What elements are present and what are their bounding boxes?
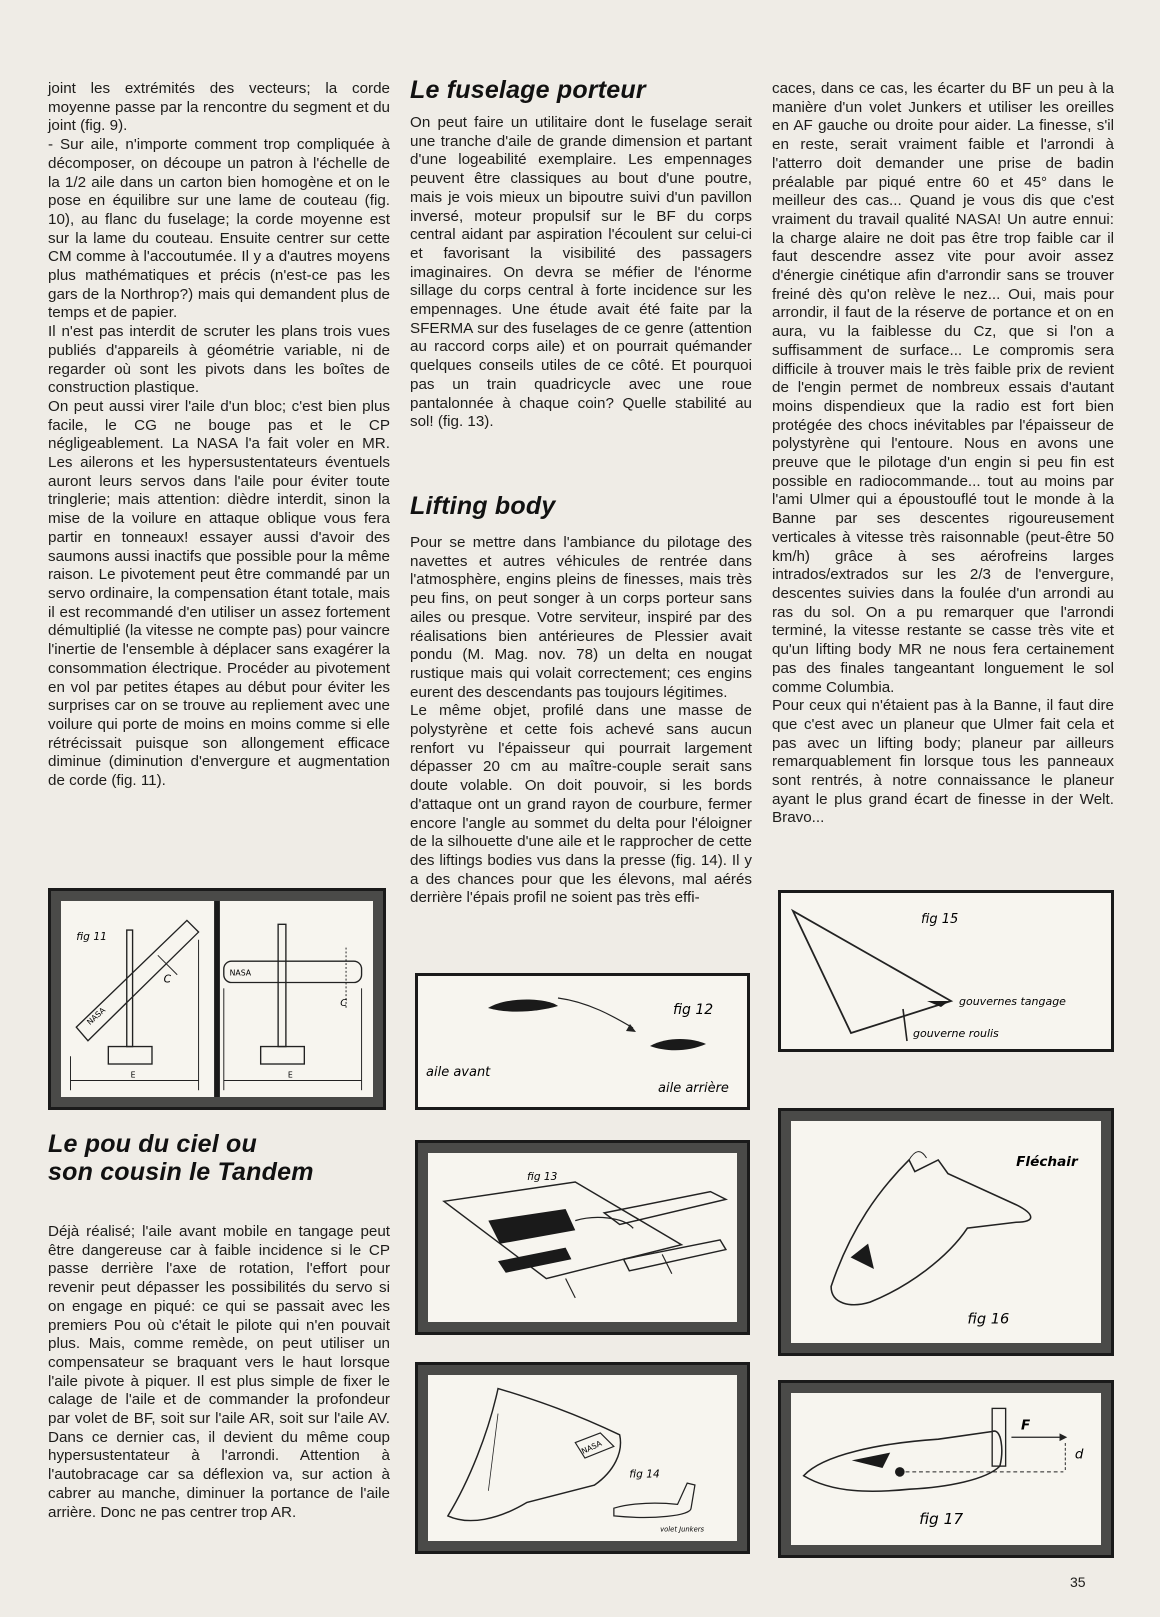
heading-pou-line-1: Le pou du ciel ou [48,1130,257,1158]
page-number: 35 [1070,1574,1086,1590]
fig12-label: fig 12 [673,1002,714,1018]
fig15-label: fig 15 [921,912,959,927]
figure-13 [415,1140,750,1335]
lifting-paragraph: Le même objet, profilé dans une masse de polystyrène et cette fois achevé sans aucun renfort vu l'épaisseur qui pourrait largement dépasser 20 cm au maître-couple serait sans doute volable. On doit pouvoir, si les bords d'attaque ont un grand rayon de courbure, fermer encore l'angle au sommet du delta pour l'éloigner de la silhouette d'une aile et le rapprocher de cette des liftings bodies vus dans la presse (fig. 14). Il y a des chances pour que les élevons, mal aérés derrière l'épais profil ne soient pas très effi- [410,702,752,907]
col2-paragraph: On peut faire un utilitaire dont le fuselage serait une tranche d'aile de grande dimension et partant d'une logeabilité exemplaire. Les empennages peuvent être classiques au bout d'une poutre, mais je vois mieux un bipoutre suivi d'un pavillon inversé, moteur propulsif sur le BF du corps central aidant par aspiration l'écoulent sur celui-ci et favorisant la visibilité des passagers imaginaires. On devra se méfier de l'énorme sillage du corps central à forte incidence sur les empennages. Une étude avait été faite par la SFERMA sur des fuselages de ce genre (attention au raccord corps aile) et on pourrait quémander quelques conseils utiles de ce côté. Et pourquoi pas un train quadricycle avec une roue pantalonnée à chaque coin? Quelle stabilité au sol! (fig. 13). [410,114,752,431]
column-2 [410,114,752,432]
figure-17 [778,1380,1114,1558]
col1-paragraph: - Sur aile, n'importe comment trop compliquée à décomposer, on découpe un patron à l'échelle de la 1/2 aile dans un carton bien homogène et on le pose en équilibre sur une lame de couteau (fig. 10), au flanc du fuselage; la corde moyenne est sur la lame du couteau. Ensuite centrer sur cette CM comme à l'accoutumée. Il y a d'autres moyens plus mathématiques et précis (n'est-ce pas les gars de la Northrop?) mais qui demandent plus de temps et de papier. [48,136,390,322]
heading-pou-line-2: son cousin le Tandem [48,1158,314,1186]
figure-16 [778,1108,1114,1356]
fig16-label: fig 16 [967,1310,1010,1328]
fig13-label: fig 13 [526,1170,558,1184]
figure-15 [778,890,1114,1052]
pou-du-ciel-text [48,1223,390,1522]
fig11-nasa-left: NASA [85,1005,108,1027]
heading-pou-du-ciel [48,1130,314,1186]
fig11-e-left: E [130,1070,136,1080]
figure-13-drawing [428,1153,737,1322]
fig11-c-left: C [163,972,172,986]
col1-paragraph: Il n'est pas interdit de scruter les plans trois vues publiés d'appareils à géométrie variable, ni de regarder où sont les pivots dans les boîtes de construction plastique. [48,323,390,397]
fig17-f: F [1021,1418,1031,1434]
fig11-label: fig 11 [76,929,107,943]
figure-12-drawing [418,976,747,1107]
pou-paragraph: Déjà réalisé; l'aile avant mobile en tangage peut être dangereuse car à faible incidence si le CP passe derrière l'axe de rotation, l'effort pour revenir peut dépasser les possibilités du servo si on engage en piqué: ce qui se passait avec les premiers Pou où c'était le pilote qui n'en pouvait plus. Mais, comme remède, on peut utiliser un compensateur se braquant vers le haut lorsque l'aile pivote à piquer. Il est plus simple de fixer le calage de l'aile et de commander la profondeur par volet de BF, soit sur l'aile AR, soit sur l'aile AV. Dans ce dernier cas, il devient du même coup hypersustentateur à l'arrondi. Attention à l'autobracage car sa déflexion va, sur action à cabrer au manche, diminuer la portance de l'aile arrière. Donc ne pas centrer trop AR. [48,1223,390,1521]
figure-14 [415,1362,750,1554]
figure-16-drawing [791,1121,1101,1343]
col1-paragraph: On peut aussi virer l'aile d'un bloc; c'est bien plus facile, le CG ne bouge pas et le CP négligeablement. La NASA l'a fait voler en MR. Les ailerons et les hypersustentateurs éventuels auront leurs servos dans l'aile pour éviter toute tringlerie; mais attention: dièdre interdit, sinon la mise de la voilure en attaque oblique vous fera partir en tonneaux! essayer aussi d'avoir des saumons aussi inactifs que possible pour la même raison. Le pivotement peut être commandé par un servo ordinaire, la compensation étant totale, mais il est recommandé d'en utiliser un assez fortement démultiplié (la vitesse ne compte pas) pour vaincre l'inertie de l'ensemble à déplacer sans exagérer la consommation électrique. Procéder au pivotement en vol par petites étapes au début pour éviter les surprises car on se trouve au repliement avec une voilure qui porte de moins en moins comme si elle rétrécissait puisque son allongement efficace diminue (diminution d'envergure et augmentation de corde (fig. 11). [48,397,390,790]
column-1 [48,80,390,791]
heading-lifting-body: Lifting body [410,492,556,520]
fig11-c-right: C [340,997,347,1009]
fig16-name: Fléchair [1016,1153,1078,1170]
figure-12 [415,973,750,1110]
heading-fuselage-porteur: Le fuselage porteur [410,76,646,104]
fig17-label: fig 17 [919,1509,964,1528]
fig11-e-right: E [287,1070,293,1080]
lifting-paragraph: Pour se mettre dans l'ambiance du pilotage des navettes et autres véhicules de rentrée dans l'atmosphère, engins pleins de finesses, mais très peu fins, on peut songer à un corps porteur sans ailes ou presque. Votre serviteur, inspiré par des réalisations bien antérieures de Plessier avait pondu (M. Mag. nov. 78) un delta en nougat rustique mais qui volait correctement; ces engins eurent des descendants pas toujours légitimes. [410,534,752,701]
col1-paragraph: joint les extrémités des vecteurs; la corde moyenne passe par la rencontre du segment et du joint (fig. 9). [48,80,390,135]
lifting-body-text [410,534,752,908]
column-3 [772,80,1114,828]
col3-paragraph: Pour ceux qui n'étaient pas à la Banne, il faut dire que c'est avec un planeur que Ulmer fait cela et pas avec un lifting body; planeur par ailleurs remarquablement fin lorsque tous les panneaux sont rentrés, à notre connaissance le planeur ayant le plus grand écart de finesse in der Welt. Bravo... [772,697,1114,827]
fig11-nasa-right: NASA [229,968,252,978]
col3-paragraph: caces, dans ce cas, les écarter du BF un peu à la manière d'un volet Junkers et utiliser les oreilles en AF gauche ou droite pour aider. La finesse, s'il en reste, serait vraiment faible et l'arrondi à l'atterro doit demander une prise de badin préalable par piqué entre 60 et 45° dans le meilleur des cas... Quand je vous dis que c'est vraiment du travail qualité NASA! Un autre ennui: la charge alaire ne doit pas être trop faible car il faut descendre assez vite pour avoir assez d'énergie cinétique afin d'arrondir sans se trouver freiné dès qu'on relève le nez... Oui, mais pour arrondir, il faut de la réserve de portance et on en aura, vu la faiblesse du Cz, que si l'on a suffisamment de surface... Le compromis sera difficile à trouver mais le très faible prix de revient de l'engin permet de nombreux essais d'autant moins dispendieux que la radio est fort bien protégée des chocs inévitables par l'épaisseur de polystyrène qui l'entoure. Nous en avons une preuve que le pilotage d'un engin si peu fin est possible en radiocommande... tout au moins par l'ami Ulmer qui a époustouflé tout le monde à la Banne par ses descentes rigoureusement verticales à vitesse très raisonnable (peut-être 50 km/h) grâce à ses aérofreins larges intrados/extrados sur les 2/3 de l'envergure, descentes suivies dans la foulée d'un arrondi au ras du sol. On a pu remarquer que l'arrondi terminé, la vitesse restante se casse très vite et qu'un lifting body MR ne nous fera certainement pas des finales tangeantant longuement le sol comme Columbia. [772,80,1114,696]
figure-11-drawing [61,901,373,1097]
fig12-rear-wing: aile arrière [658,1081,729,1096]
figure-11 [48,888,386,1110]
fig15-roll: gouverne roulis [913,1027,999,1040]
figure-17-drawing [791,1393,1101,1545]
figure-14-drawing [428,1375,737,1541]
figure-15-drawing [781,893,1111,1049]
fig14-junkers: volet Junkers [660,1525,705,1534]
fig17-d: d [1074,1447,1084,1463]
fig12-front-wing: aile avant [426,1065,491,1080]
fig14-nasa: NASA [580,1438,604,1456]
fig15-pitch: gouvernes tangage [959,995,1066,1008]
fig14-label: fig 14 [629,1467,660,1481]
